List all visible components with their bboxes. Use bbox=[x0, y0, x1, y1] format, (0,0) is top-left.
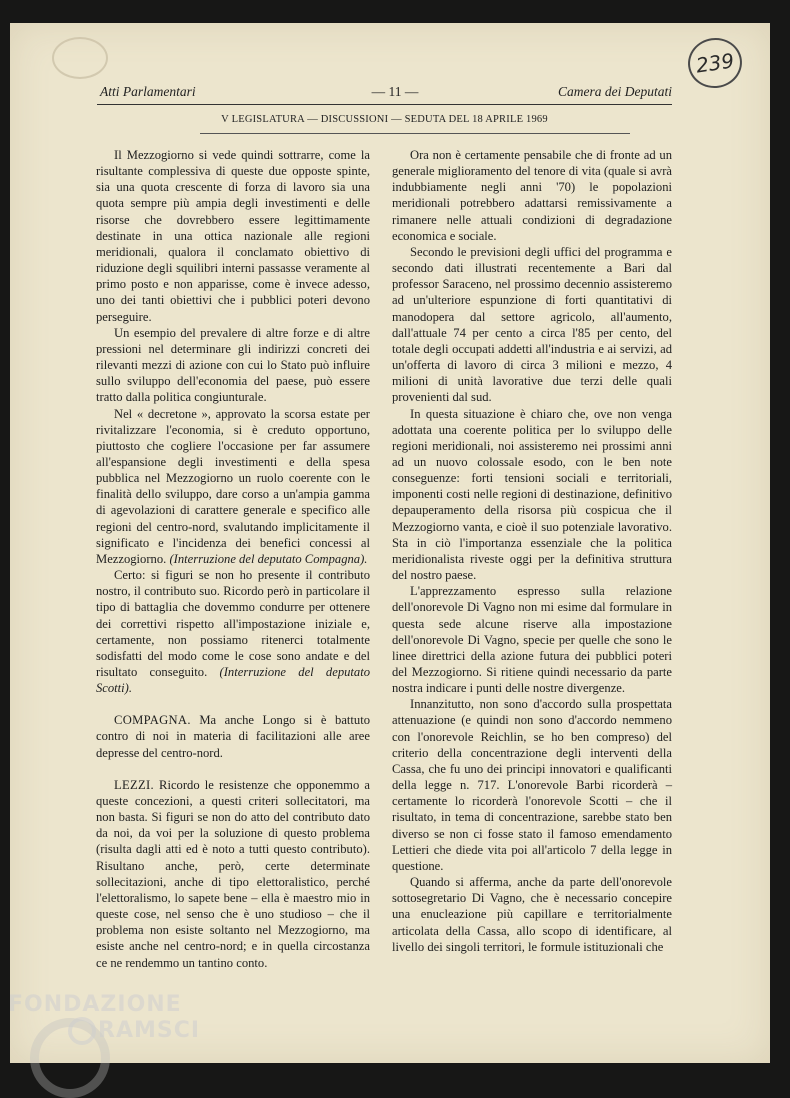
paragraph bbox=[96, 567, 370, 696]
paragraph: Il Mezzogiorno si vede quindi sottrarre, come la risultante complessiva di queste due opposte spinte, sia una quota crescente di forza di lavoro sia una quota sempre più ampia degli investimenti e delle risorse che dovrebbero essere legittimamente destinate in una ottica nazionale alle regioni meridionali, qualora il conclamato obiettivo di riduzione degli squilibri interni passasse veramente al primo posto e non apparisse, come è invece adesso, uno dei tanti obiettivi che i pubblici poteri devono perseguire. bbox=[96, 148, 370, 324]
header-right: Camera dei Deputati bbox=[558, 84, 672, 99]
session-line: V LEGISLATURA — DISCUSSIONI — SEDUTA DEL 18 APRILE 1969 bbox=[221, 114, 548, 125]
interruption-note: (Interruzione del deputato Compagna). bbox=[169, 551, 368, 566]
header-rule bbox=[97, 104, 672, 105]
paragraph: Secondo le previsioni degli uffici del programma e secondo dati illustrati recentemente a Bari dal professor Saraceno, nel prossimo decennio assisteremo ad un'ulteriore espunzione di forti quantitativi di manodopera dal settore agricolo, all'aumento, dall'attuale 74 per cento a circa l'85 per cento, del totale degli occupati addetti all'industria e ai servizi, ad un'offerta di lavoro di circa 3 milioni e mezzo, 4 milioni di unità lavorative due terzi delle quali provenienti dal sud. bbox=[392, 244, 672, 405]
paragraph: In questa situazione è chiaro che, ove non venga adottata una coerente politica per lo sviluppo delle regioni meridionali, noi assisteremo nei prossimi anni ad un nuovo colossale esodo, con le ben note conseguenze: forti tensioni sociali e territoriali, imponenti costi nelle regioni di destinazione, definitivo depauperamento della risorsa più cospicua che il Mezzogiorno vanta, e cioè il suo potenziale lavorativo. Sta in ciò l'importanza essenziale che la politica meridionalista riveste oggi per la definitiva struttura del nostro paese. bbox=[392, 406, 672, 583]
paragraph: Quando si afferma, anche da parte dell'onorevole sottosegretario Di Vagno, che è necessario concepire una enucleazione più capillare e territorialmente articolata della Cassa, allo scopo di identificare, al livello dei singoli territori, le formule istituzionali che bbox=[392, 875, 672, 954]
paragraph: Un esempio del prevalere di altre forze e di altre pressioni nel determinare gli indirizzi concreti dei rilevanti mezzi di azione con cui lo Stato può influire sullo sviluppo dell'economia del paese, può essere tratto dalla politica congiunturale. bbox=[96, 325, 370, 405]
paragraph: L'apprezzamento espresso sulla relazione dell'onorevole Di Vagno non mi esime dal formulare in questa sede alcune riserve alla impostazione dell'onorevole Di Vagno, specie per quelle che sono le linee direttrici della azione futura dei pubblici poteri del Mezzogiorno. Si ritiene quindi necessario da parte nostra indicare i punti delle nostre divergenze. bbox=[392, 584, 672, 696]
paragraph-text: Nel « decretone », approvato la scorsa estate per rivitalizzare l'economia, si è creduto opportuno, piuttosto che cogliere l'occasione per far assumere all'espansione degli investimenti e della spesa pubblica nel Mezzogiorno un ruolo coerente con le finalità dello sviluppo, dare corso a un'ampia gamma di agevolazioni di carattere generale e specifico alle regioni del centro-nord, svalutando implicitamente il significato e l'incidenza dei benefici concessi al Mezzogiorno. bbox=[96, 406, 370, 566]
paragraph bbox=[96, 406, 370, 568]
faded-stamp-icon bbox=[52, 37, 108, 79]
header-left: Atti Parlamentari bbox=[100, 84, 196, 99]
watermark-line1: FONDAZIONE bbox=[8, 992, 182, 1017]
paragraph: Innanzitutto, non sono d'accordo sulla prospettata attenuazione (e quindi non sono d'accordo nemmeno con l'onorevole Reichlin, se ho ben compreso) del criterio della concentrazione degli interventi della Cassa, che fu uno dei principi innovatori e qualificanti della legge n. 717. L'onorevole Barbi ricorderà – certamente lo ricorderà l'onorevole Scotti – che il risultato, in tema di concentrazione, sarebbe stato ben diverso se non ci fosse stato il famoso emendamento Lettieri che diede vita poi all'articolo 7 della legge in questione. bbox=[392, 697, 672, 873]
speech-compagna bbox=[96, 712, 370, 760]
watermark-g-icon bbox=[68, 1017, 96, 1045]
session-rule bbox=[200, 133, 630, 134]
paragraph-text: Certo: si figuri se non ho presente il contributo nostro, il contributo suo. Ricordo però in particolare il tipo di battaglia che dovemmo condurre per ottenere dei correttivi rispetto all'impostazione iniziale e, certamente, non possiamo ritenerci totalmente sodisfatti del modo come le cose sono andate e del risultato conseguito. bbox=[96, 568, 370, 679]
speech-text: Ma anche Longo si è battuto contro di noi in materia di facilitazioni alle aree depresse del centro-nord. bbox=[96, 713, 370, 760]
right-column bbox=[392, 147, 672, 955]
speaker-name: COMPAGNA. bbox=[114, 713, 191, 728]
interruption-note: (Interruzione del deputato Scotti). bbox=[96, 665, 370, 696]
speech-lezzi bbox=[96, 777, 370, 971]
watermark bbox=[8, 993, 200, 1045]
page-number: — 11 — bbox=[371, 84, 419, 99]
paragraph: Ora non è certamente pensabile che di fronte ad un generale miglioramento del tenore di vita (quale si avrà indubbiamente negli anni '70) le popolazioni meridionali potrebbero adattarsi remissivamente a rimanere nelle attuali condizioni di degradazione economica e sociale. bbox=[392, 148, 672, 243]
left-column bbox=[96, 147, 370, 971]
stamp-number: 239 bbox=[694, 48, 736, 78]
speaker-name: LEZZI. bbox=[114, 777, 154, 792]
speech-text: Ricordo le resistenze che opponemmo a queste concezioni, a questi criteri sollecitatori, ma non basta. Si figuri se non do atto del contributo dato da noi, da voi per la soluzione di questo problema (risulta dagli atti ed è noto a tutti questo contributo). Risultano anche, però, certe determinate sollecitazioni, anche di tipo elettoralistico, perché l'elettoralismo, lo sapete bene – ella è maestro mio in queste cose, nel senso che è uno studioso – che il problema non esiste soltanto nel Mezzogiorno, ma esiste anche nel centro-nord; e in quella circostanza ce ne rendemmo un tantino conto. bbox=[96, 777, 370, 970]
watermark-line2: RAMSCI bbox=[98, 1018, 201, 1043]
